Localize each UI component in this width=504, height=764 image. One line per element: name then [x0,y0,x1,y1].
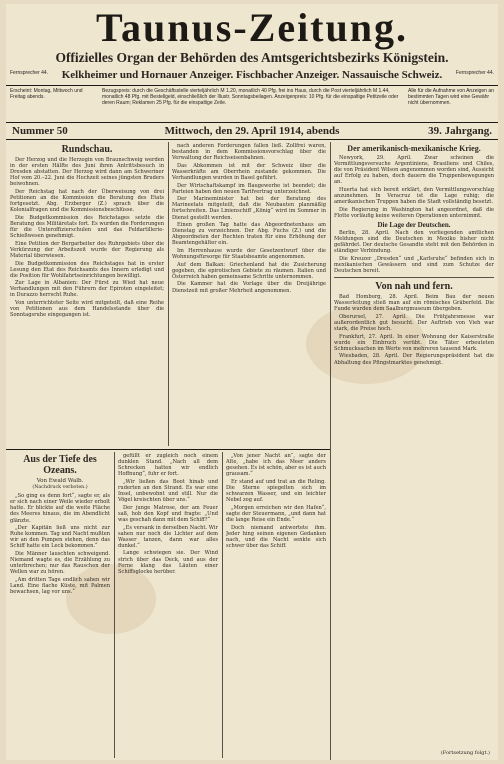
article-paragraph: Frankfurt, 27. April. In einer Wohnung der Kaiserstraße wurde ein Einbruch verübt. Die Täter erbeuteten Schmucksachen im Werte von mehreren tausend Mark. [334,333,494,352]
story-paragraph: gefüllt er zugleich noch einem dunklen Stand. „Nach all dem Schrecken hatten wir endlich Hoffnung“, fuhr er fort. [118,453,218,478]
story-paragraph: „Morgen erreichen wir den Hafen“, sagte der Steuermann, „und dann hat die lange Reise ein Ende.“ [226,504,326,523]
column-divider [114,452,115,758]
article-paragraph: Von unterrichteter Seite wird mitgeteilt, daß eine Reihe von Petitionen aus dem Handelsstande über die Sonntagsruhe eingegangen ist. [10,300,164,319]
story-paragraph: „Der Kapitän ließ uns nicht zur Ruhe kommen. Tag und Nacht mußten wir an den Pumpen stehen, denn das Schiff hatte ein Leck bekommen.“ [10,525,110,550]
article-paragraph: Der Wirtschaftskampf im Baugewerbe ist beendet; die Parteien haben den neuen Tarifvertrag unterzeichnet. [172,182,326,195]
article-paragraph: Das Abkommen ist mit der Schweiz über die Wasserkräfte am Oberrhein zustande gekommen. Die Verhandlungen wurden in Basel geführt. [172,162,326,181]
publication-days: Erscheint: Montag, Mittwoch und Freitag abends. [10,88,83,101]
story-paragraph: „Es versank in derselben Nacht. Wir sahen nur noch die Lichter auf dem Wasser tanzen, dann war alles dunkel.“ [118,524,218,549]
article-paragraph: Die Budgetkommission des Reichstages hat in erster Lesung den Etat des Reichsamts des Innern erledigt und die Position für Wohlfahrtseinrichtungen bewilligt. [10,260,164,279]
feuilleton-col-1 [10,453,110,755]
feuilleton-title: Aus der Tiefe des Ozeans. [23,454,97,476]
subtitle-regional: Kelkheimer und Hornauer Anzeiger. Fischbacher Anzeiger. Nassauische Schweiz. [61,69,443,81]
article-paragraph: Bad Homburg, 28. April. Beim Bau der neuen Wasserleitung stieß man auf ein römisches Gräberfeld. Die Funde wurden dem Saalburgmuseum übergeben. [334,294,494,313]
article-paragraph: Der Marineminister hat bei der Beratung des Marineetats mitgeteilt, daß die Neubauten planmäßig fortschreiten. Das Linienschiff „König“ wird im Sommer in Dienst gestellt werden. [172,196,326,221]
column-rundschau [10,143,164,445]
article-paragraph: Zur Lage in Albanien: Der Fürst zu Wied hat neue Verhandlungen mit den Führern der Epiroten eingeleitet; in Durazzo herrscht Ruhe. [10,280,164,299]
article-paragraph: Oberursel, 27. April. Die Frühjahrsmesse war außerordentlich gut besucht. Der Auftrieb von Vieh war stark, die Preise hoch. [334,313,494,333]
article-paragraph: Auf dem Balkan: Griechenland hat die Zusicherung gegeben, die epirotischen Gebiete zu räumen. Italien und Österreich haben gemeinsame Schritte unternommen. [172,261,326,280]
article-paragraph: Die Kammer hat die Vorlage über die Dreijährige Dienstzeit mit großer Mehrheit angenommen. [172,281,326,294]
article-paragraph: Eine Petition der Bergarbeiter des Ruhrgebiets über die Verkürzung der Arbeitszeit wurde der Regierung als Material überwiesen. [10,240,164,259]
issue-date: Mittwoch, den 29. April 1914, abends [164,125,340,137]
header-rule [6,85,498,86]
story-paragraph: Er stand auf und trat an die Reling. Die Sterne spiegelten sich im schwarzen Wasser, und ein leichter Nebel zog auf. [226,478,326,504]
header-rule [6,122,498,123]
feuilleton-col-3 [226,453,326,755]
feuilleton-author: Von Ewald Walb. [36,478,84,484]
story-paragraph: Lange schwiegen sie. Der Wind strich über das Deck, und aus der Ferne klang das Läuten einer Schiffsglocke herüber. [118,550,218,575]
issue-year: 39. Jahrgang. [428,125,492,137]
article-paragraph: Im Herrenhause wurde der Gesetzentwurf über die Wohnungsfürsorge für Staatsbeamte angenommen. [172,248,326,261]
header-rule [6,139,498,140]
story-paragraph: „So ging es denn fort“, sagte er, als er sich nach einer Weile wieder erholt hatte. Er blickte auf die weite Fläche des Meeres hinaus, die im Abendlicht glänzte. [10,493,110,524]
reprint-note: (Nachdruck verboten.) [32,485,88,491]
article-paragraph: Die Kreuzer „Dresden“ und „Karlsruhe“ befinden sich in mexikanischen Gewässern und sind zum Schutze der Deutschen bereit. [334,255,494,274]
story-paragraph: Die Männer lauschten schweigend. Niemand wagte es, die Erzählung zu unterbrechen; nur das Rauschen der Wellen war zu hören. [10,551,110,576]
article-paragraph: Der Reichstag hat nach der Überweisung von drei Petitionen an die Kommission die Beratung des Etats fortgesetzt. Abg. Erzberger (Z.) sprach über die Kolonialfragen und die Kommissionsbeschlüsse. [10,188,164,214]
article-paragraph: Die Budgetkommission des Reichstages setzte die Beratung des Militäretats fort. Es wurden die Forderungen für die Unteroffizierschulen und das Feldartillerie-Schießwesen genehmigt. [10,214,164,240]
section-heading: Rundschau. [61,144,113,155]
column-war-and-local [334,143,494,755]
ad-disclaimer: Alle für die Aufnahme von Anzeigen an bestimmten Tagen wird eine Gewähr nicht übernommen. [408,88,494,107]
phone-left: Fernsprecher 44. [10,70,49,76]
story-paragraph: „Wir ließen das Boot hinab und ruderten an den Strand. Es war eine Insel, unbewohnt und still. Nur die Vögel kreischten über uns.“ [118,478,218,504]
article-paragraph: Huerta hat sich bereit erklärt, den Vermittlungsvorschlag anzunehmen. In Veracruz ist die Lage ruhig; die amerikanischen Truppen haben die Stadt vollständig besetzt. [334,186,494,206]
phone-right: Fernsprecher 44. [455,70,494,76]
story-paragraph: Doch niemand antwortete ihm. Jeder hing seinen eigenen Gedanken nach, und die Nacht senkte sich schwer über das Schiff. [226,524,326,549]
article-paragraph: Einen großen Tag hatte das Abgeordnetenhaus am Dienstag zu verzeichnen. Der Abg. Fuchs (Z.) und die Abgeordneten der Rechten traten für eine Erhöhung der Beamtengehälter ein. [172,222,326,247]
price-info: Bezugspreis: durch die Geschäftsstelle vierteljährlich M 1.20, monatlich 40 Pfg. frei ins Haus, durch die Post vierteljährlich M 1.44, monatlich 48 Pfg. mit Bestellgeld, einschließlich der Illustr. Sonntagsbeilagen. Anzeigenpreis: 10 Pfg. für die einspaltige Petitzeile oder deren Raum; Reklamen 25 Pfg. für die einspaltige Zeile. [102,88,399,107]
column-divider [168,142,169,446]
article-paragraph: Die Regierung in Washington hat angeordnet, daß die Flotte vorläufig keine weiteren Operationen unternimmt. [334,206,494,219]
continued-note: (Fortsetzung folgt.) [440,750,490,756]
newspaper-page [6,4,498,760]
issue-number: Nummer 50 [12,125,68,137]
article-paragraph: Wiesbaden, 28. April. Der Regierungspräsident hat die Abhaltung des Pfingstmarktes genehmigt. [334,353,494,366]
feuilleton-col-2 [118,453,218,755]
issue-bar [6,124,498,138]
masthead-title: Taunus-Zeitung. [96,5,408,50]
column-news [172,143,326,445]
story-paragraph: Der junge Matrose, der am Feuer saß, hob den Kopf und fragte: „Und was geschah dann mit dem Schiff?“ [118,504,218,523]
column-divider [222,452,223,758]
section-heading: Von nah und fern. [375,281,453,293]
subscription-info [10,88,494,120]
story-paragraph: „Von jener Nacht an“, sagte der Alte, „habe ich das Meer anders gesehen. Es ist schön, aber es ist auch grausam.“ [226,453,326,478]
subsection-heading: Die Lage der Deutschen. [377,220,451,229]
article-paragraph: Newyork, 29. April. Zwar scheinen die Vermittlungsversuche Argentiniens, Brasiliens und Chiles, die von Präsident Wilson angenommen worden sind, Aussicht auf Erfolg zu haben, doch dauern die Truppenbewegungen an. [334,155,494,186]
article-paragraph: Der Herzog und die Herzogin von Braunschweig werden in der ersten Hälfte des Juni ihren Antrittsbesuch in Dresden abstatten. Der Herzog wird dann am Schweriner Hof vom 20.–22. Juni die Hochzeit seines jüngsten Bruders beiwohnen. [10,157,164,188]
story-paragraph: „Am dritten Tage endlich sahen wir Land. Eine flache Küste, mit Palmen bewachsen, lag vor uns.“ [10,576,110,596]
column-divider [330,142,331,760]
section-heading: Der amerikanisch-mexikanische Krieg. [347,144,481,153]
article-paragraph: Berlin, 28. April. Nach den vorliegenden amtlichen Meldungen sind die Deutschen in Mexiko bisher nicht gefährdet. Der deutsche Gesandte steht mit den Behörden in ständiger Verbindung. [334,229,494,255]
article-paragraph: nach anderen Forderungen fallen ließ. Zollfrei waren, bestanden in dem Kommissionsvorschlag über die Verwaltung der Reichseisenbahnen. [172,143,326,162]
feuilleton-rule [6,449,330,450]
section-divider [334,277,494,278]
subtitle-official: Offizielles Organ der Behörden des Amtsgerichtsbezirks Königstein. [55,50,449,65]
